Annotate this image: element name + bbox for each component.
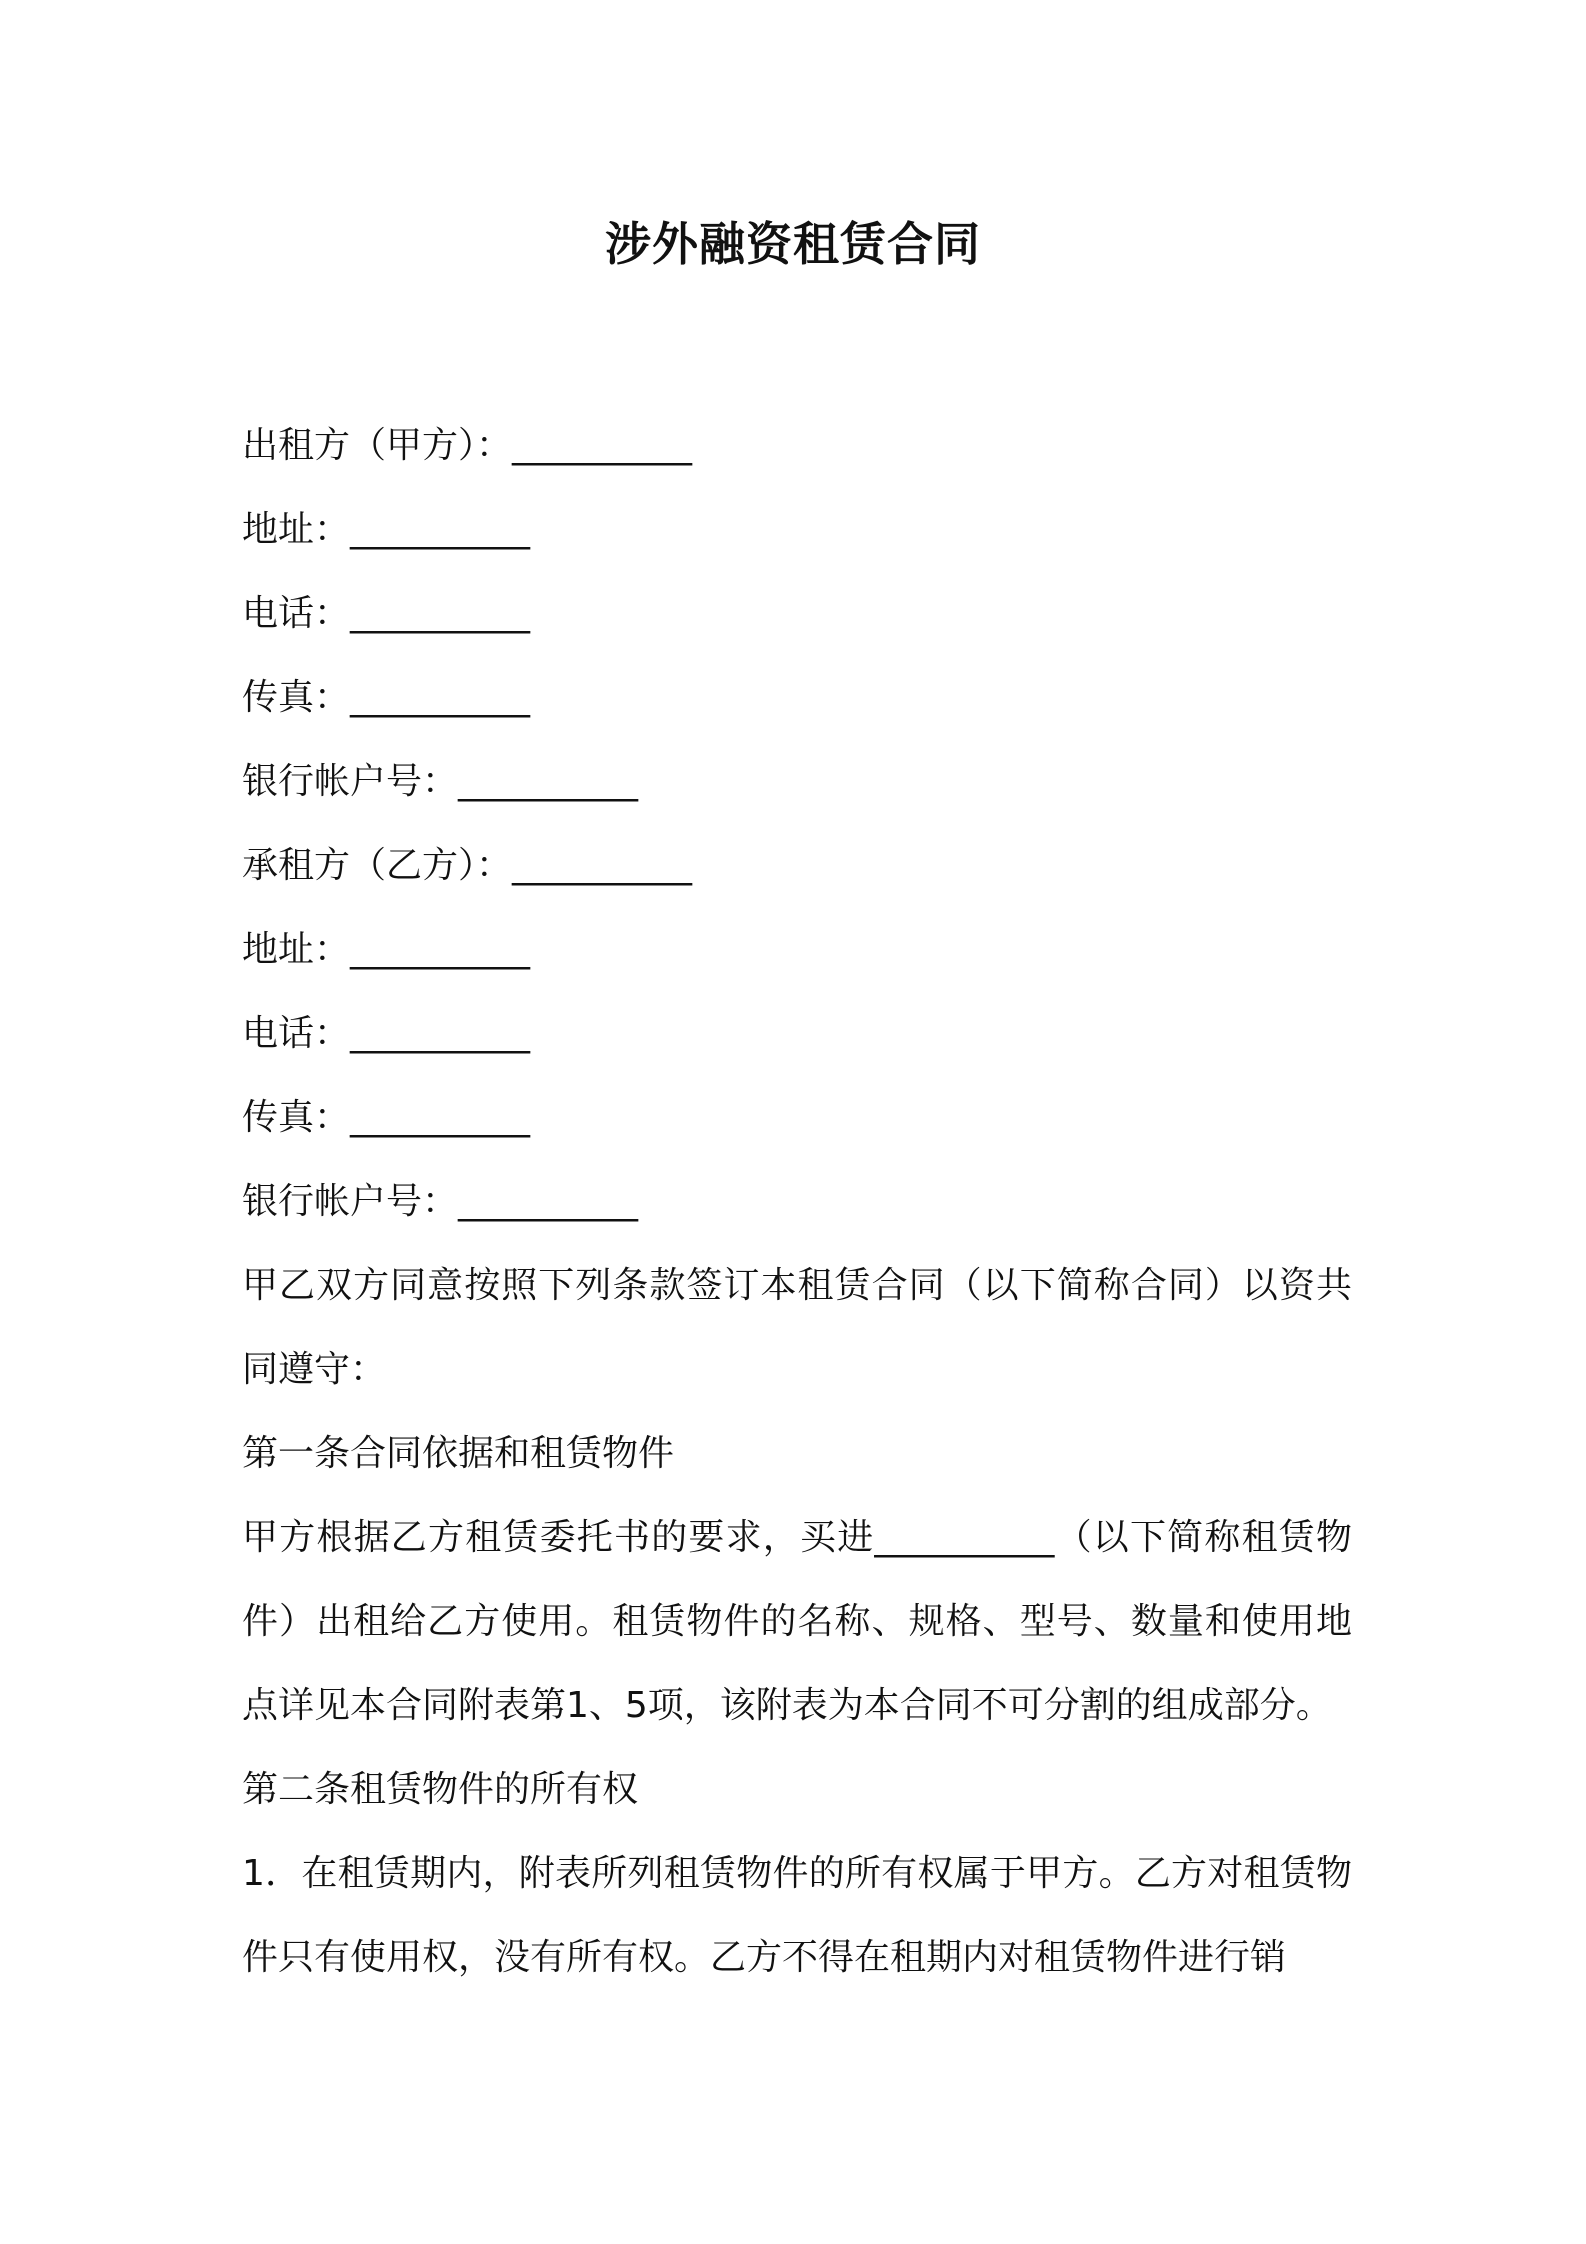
- lessee-address-line: 地址：__________: [242, 929, 531, 970]
- lessor-address-line: 地址：__________: [242, 509, 531, 550]
- lessor-phone-line: 电话：__________: [242, 593, 531, 634]
- intro-paragraph: 甲乙双方同意按照下列条款签订本租赁合同（以下简称合同）以资共同遵守：: [242, 1265, 1352, 1390]
- article-1-paragraph: 甲方根据乙方租赁委托书的要求，买进__________（以下简称租赁物件）出租给乙方使用。租赁物件的名称、规格、型号、数量和使用地点详见本合同附表第1、5项，该附表为本合同不可分割的组成部分。: [242, 1517, 1352, 1726]
- lessee-bank-account-line: 银行帐户号：__________: [242, 1181, 639, 1222]
- article-2-item-1: 1．在租赁期内，附表所列租赁物件的所有权属于甲方。乙方对租赁物件只有使用权，没有所有权。乙方不得在租期内对租赁物件进行销: [242, 1853, 1352, 1978]
- lessor-party-line: 出租方（甲方）：__________: [242, 425, 693, 466]
- article-1-heading: 第一条合同依据和租赁物件: [242, 1433, 675, 1474]
- lessor-fax-line: 传真：__________: [242, 677, 531, 718]
- article-2-heading: 第二条租赁物件的所有权: [242, 1769, 639, 1810]
- lessee-phone-line: 电话：__________: [242, 1013, 531, 1054]
- lessee-party-line: 承租方（乙方）：__________: [242, 845, 693, 886]
- document-body: [242, 404, 1352, 2000]
- document-title: 涉外融资租赁合同: [605, 217, 981, 271]
- lessee-fax-line: 传真：__________: [242, 1097, 531, 1138]
- lessor-bank-account-line: 银行帐户号：__________: [242, 761, 639, 802]
